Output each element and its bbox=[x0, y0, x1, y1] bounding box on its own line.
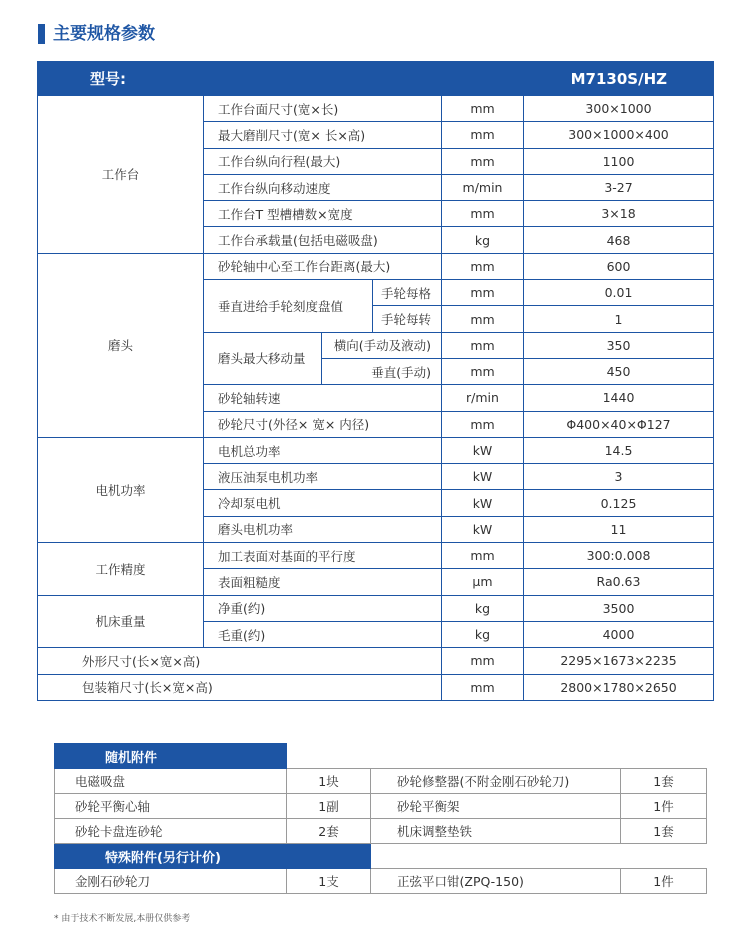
spec-item: 工作台面尺寸(宽×长) bbox=[204, 96, 442, 122]
page-title: 主要规格参数 bbox=[53, 24, 155, 44]
table-row bbox=[55, 869, 707, 894]
special-accessories-header-row bbox=[55, 844, 707, 869]
spec-value: Φ400×40×Φ127 bbox=[524, 411, 714, 437]
spec-value: 300:0.008 bbox=[524, 543, 714, 569]
group-label: 工作精度 bbox=[38, 543, 204, 596]
accessory-qty: 1支 bbox=[287, 869, 371, 894]
spec-unit: kg bbox=[442, 227, 524, 253]
spec-value: 350 bbox=[524, 332, 714, 358]
spec-unit: kW bbox=[442, 464, 524, 490]
spec-item: 毛重(约) bbox=[204, 621, 442, 647]
table-row bbox=[38, 648, 714, 674]
spec-value: 3-27 bbox=[524, 174, 714, 200]
table-row bbox=[55, 794, 707, 819]
model-value: M7130S/HZ bbox=[322, 62, 714, 96]
spec-value: 468 bbox=[524, 227, 714, 253]
table-row bbox=[55, 819, 707, 844]
table-row bbox=[55, 769, 707, 794]
spec-unit: mm bbox=[442, 280, 524, 306]
spec-value: 1440 bbox=[524, 385, 714, 411]
spec-unit: mm bbox=[442, 96, 524, 122]
group-label: 工作台 bbox=[38, 96, 204, 254]
standard-accessories-title: 随机附件 bbox=[55, 744, 287, 769]
spec-unit: mm bbox=[442, 201, 524, 227]
spec-item: 工作台纵向行程(最大) bbox=[204, 148, 442, 174]
table-row bbox=[38, 437, 714, 463]
spec-item: 砂轮尺寸(外径× 宽× 内径) bbox=[204, 411, 442, 437]
spec-value: 600 bbox=[524, 253, 714, 279]
spec-unit: mm bbox=[442, 543, 524, 569]
spec-unit: kW bbox=[442, 437, 524, 463]
spec-unit: μm bbox=[442, 569, 524, 595]
accessories-table bbox=[54, 743, 707, 894]
spec-item: 工作台T 型槽槽数×宽度 bbox=[204, 201, 442, 227]
spec-unit: kW bbox=[442, 490, 524, 516]
spec-value: 14.5 bbox=[524, 437, 714, 463]
accessory-qty: 1件 bbox=[621, 794, 707, 819]
spec-item: 液压油泵电机功率 bbox=[204, 464, 442, 490]
spec-value: 2800×1780×2650 bbox=[524, 674, 714, 700]
spec-item: 垂直进给手轮刻度盘值 bbox=[204, 280, 373, 333]
spec-unit: kg bbox=[442, 621, 524, 647]
spec-subitem: 垂直(手动) bbox=[322, 358, 442, 384]
spec-table bbox=[37, 61, 714, 701]
table-row bbox=[38, 96, 714, 122]
accessory-name: 砂轮平衡心轴 bbox=[55, 794, 287, 819]
accessory-name: 砂轮平衡架 bbox=[371, 794, 621, 819]
spec-subitem: 横向(手动及液动) bbox=[322, 332, 442, 358]
accessory-name: 机床调整垫铁 bbox=[371, 819, 621, 844]
spec-unit: mm bbox=[442, 253, 524, 279]
accessory-qty: 1套 bbox=[621, 819, 707, 844]
spec-item: 加工表面对基面的平行度 bbox=[204, 543, 442, 569]
spec-unit: m/min bbox=[442, 174, 524, 200]
spec-item: 最大磨削尺寸(宽× 长×高) bbox=[204, 122, 442, 148]
accessory-qty: 1套 bbox=[621, 769, 707, 794]
spec-value: 3×18 bbox=[524, 201, 714, 227]
spec-value: 1100 bbox=[524, 148, 714, 174]
spec-item: 砂轮轴中心至工作台距离(最大) bbox=[204, 253, 442, 279]
spec-item: 包装箱尺寸(长×宽×高) bbox=[38, 674, 442, 700]
spec-value: 4000 bbox=[524, 621, 714, 647]
group-label: 机床重量 bbox=[38, 595, 204, 648]
accessory-name: 砂轮卡盘连砂轮 bbox=[55, 819, 287, 844]
spec-subitem: 手轮每格 bbox=[373, 280, 442, 306]
footnote: * 由于技术不断发展,本册仅供参考 bbox=[54, 914, 191, 924]
spec-value: 300×1000×400 bbox=[524, 122, 714, 148]
spec-value: 3500 bbox=[524, 595, 714, 621]
table-row bbox=[38, 674, 714, 700]
spec-unit: kg bbox=[442, 595, 524, 621]
spec-unit: mm bbox=[442, 358, 524, 384]
spec-item: 电机总功率 bbox=[204, 437, 442, 463]
spec-value: 450 bbox=[524, 358, 714, 384]
spec-unit: mm bbox=[442, 148, 524, 174]
spec-value: 1 bbox=[524, 306, 714, 332]
accessory-name: 电磁吸盘 bbox=[55, 769, 287, 794]
spec-value: 3 bbox=[524, 464, 714, 490]
special-accessories-title: 特殊附件(另行计价) bbox=[55, 844, 371, 869]
accessory-name: 正弦平口钳(ZPQ-150) bbox=[371, 869, 621, 894]
accessories-header-row bbox=[55, 744, 707, 769]
accessory-name: 砂轮修整器(不附金刚石砂轮刀) bbox=[371, 769, 621, 794]
spec-item: 工作台纵向移动速度 bbox=[204, 174, 442, 200]
model-label: 型号: bbox=[38, 62, 322, 96]
group-label: 磨头 bbox=[38, 253, 204, 437]
table-row bbox=[38, 595, 714, 621]
spec-item: 净重(约) bbox=[204, 595, 442, 621]
spec-value: 0.01 bbox=[524, 280, 714, 306]
accessory-qty: 1件 bbox=[621, 869, 707, 894]
spec-unit: mm bbox=[442, 306, 524, 332]
accessory-qty: 1副 bbox=[287, 794, 371, 819]
spec-unit: kW bbox=[442, 516, 524, 542]
title-accent-bar bbox=[38, 24, 45, 44]
spec-item: 表面粗糙度 bbox=[204, 569, 442, 595]
table-row bbox=[38, 253, 714, 279]
spec-unit: mm bbox=[442, 674, 524, 700]
spec-value: 300×1000 bbox=[524, 96, 714, 122]
spec-item: 外形尺寸(长×宽×高) bbox=[38, 648, 442, 674]
accessory-qty: 2套 bbox=[287, 819, 371, 844]
table-row bbox=[38, 543, 714, 569]
accessory-qty: 1块 bbox=[287, 769, 371, 794]
spec-item: 冷却泵电机 bbox=[204, 490, 442, 516]
spec-item: 磨头电机功率 bbox=[204, 516, 442, 542]
group-label: 电机功率 bbox=[38, 437, 204, 542]
spec-unit: mm bbox=[442, 411, 524, 437]
spec-value: 11 bbox=[524, 516, 714, 542]
spec-unit: r/min bbox=[442, 385, 524, 411]
spec-unit: mm bbox=[442, 648, 524, 674]
spec-unit: mm bbox=[442, 122, 524, 148]
spec-item: 磨头最大移动量 bbox=[204, 332, 322, 385]
spec-value: 0.125 bbox=[524, 490, 714, 516]
spec-value: 2295×1673×2235 bbox=[524, 648, 714, 674]
accessory-name: 金刚石砂轮刀 bbox=[55, 869, 287, 894]
spec-header-row bbox=[38, 62, 714, 96]
spec-subitem: 手轮每转 bbox=[373, 306, 442, 332]
spec-item: 砂轮轴转速 bbox=[204, 385, 442, 411]
spec-item: 工作台承载量(包括电磁吸盘) bbox=[204, 227, 442, 253]
spec-value: Ra0.63 bbox=[524, 569, 714, 595]
spec-unit: mm bbox=[442, 332, 524, 358]
